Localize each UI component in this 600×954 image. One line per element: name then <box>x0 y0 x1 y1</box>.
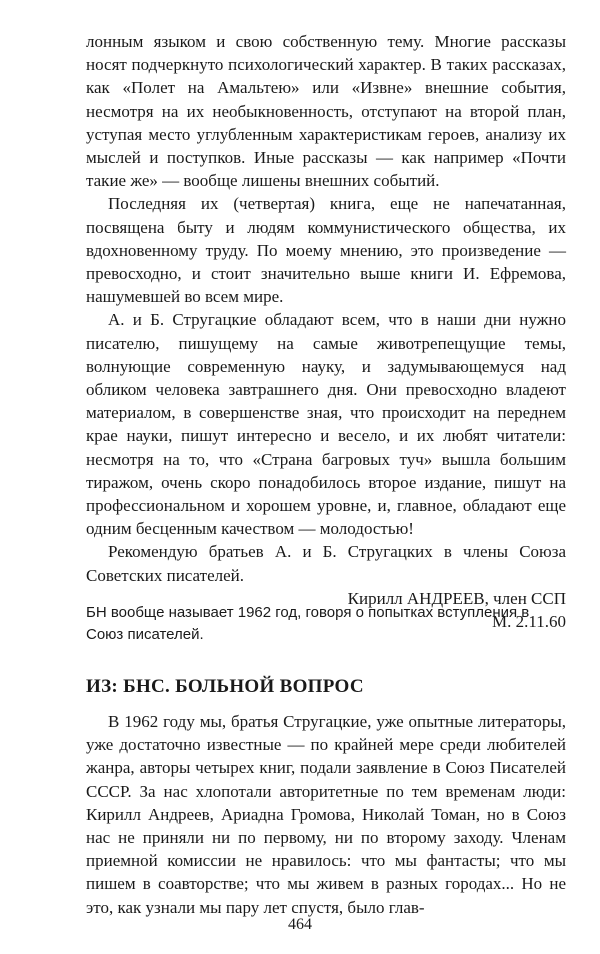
letter-paragraph-1: лонным языком и свою собственную тему. Многие рассказы носят подчеркнуто психологический характер. В таких рассказах, как «Полет на Амальтею» или «Извне» внешние события, несмотря на их необыкновенность, отступают на второй план, уступая место углубленным характеристикам героев, анализу их мыслей и поступков. Иные рассказы — как например «Почти такие же» — вообще лишены внешних событий. <box>86 32 566 191</box>
letter-signature: Кирилл АНДРЕЕВ, член ССП <box>347 588 566 608</box>
letter-body <box>86 30 566 633</box>
letter-paragraph-3: А. и Б. Стругацкие обладают всем, что в наши дни нужно писателю, пишущему на самые животрепещущие темы, волнующие современную науку, и задумывающемуся над обликом человека завтрашнего дня. Они превосходно владеют материалом, в совершенстве зная, что происходит на переднем крае науки, пишут интересно и весело, и их любят читатели: несмотря на то, что «Страна багровых туч» вышла большим тиражом, очень скоро понадобилось второе издание, пишут на профессиональном и хорошем уровне, и, главное, обладают еще одним бесценным качеством — молодостью! <box>86 310 566 539</box>
editorial-note <box>86 602 566 646</box>
letter-date: М. 2.11.60 <box>492 612 566 632</box>
section-body <box>86 710 566 919</box>
section-heading: ИЗ: БНС. БОЛЬНОЙ ВОПРОС <box>86 676 364 697</box>
editorial-note-text: БН вообще называет 1962 год, говоря о попытках вступления в Союз писателей. <box>86 604 530 643</box>
page-number: 464 <box>288 916 312 933</box>
section-paragraph: В 1962 году мы, братья Стругацкие, уже опытные литераторы, уже достаточно известные — по крайней мере среди любителей жанра, авторы четырех книг, подали заявление в Союз Писателей СССР. За нас хлопотали авторитетные по тем временам люди: Кирилл Андреев, Ариадна Громова, Николай Томан, но в Союз нас не приняли ни по первому, ни по второму заходу. Членам приемной комиссии не нравилось: что мы фантасты; что мы пишем в соавторстве; что мы живем в разных городах... Но не это, как узнали мы пару лет спустя, было глав- <box>86 712 566 917</box>
letter-paragraph-2: Последняя их (четвертая) книга, еще не напечатанная, посвящена быту и людям коммунистического общества, их вдохновенному труду. По моему мнению, это произведение — превосходно, и стоит значительно выше книги И. Ефремова, нашумевшей во всем мире. <box>86 194 566 307</box>
letter-paragraph-4: Рекомендую братьев А. и Б. Стругацких в члены Союза Советских писателей. <box>86 542 566 585</box>
section-heading-block <box>86 675 566 699</box>
